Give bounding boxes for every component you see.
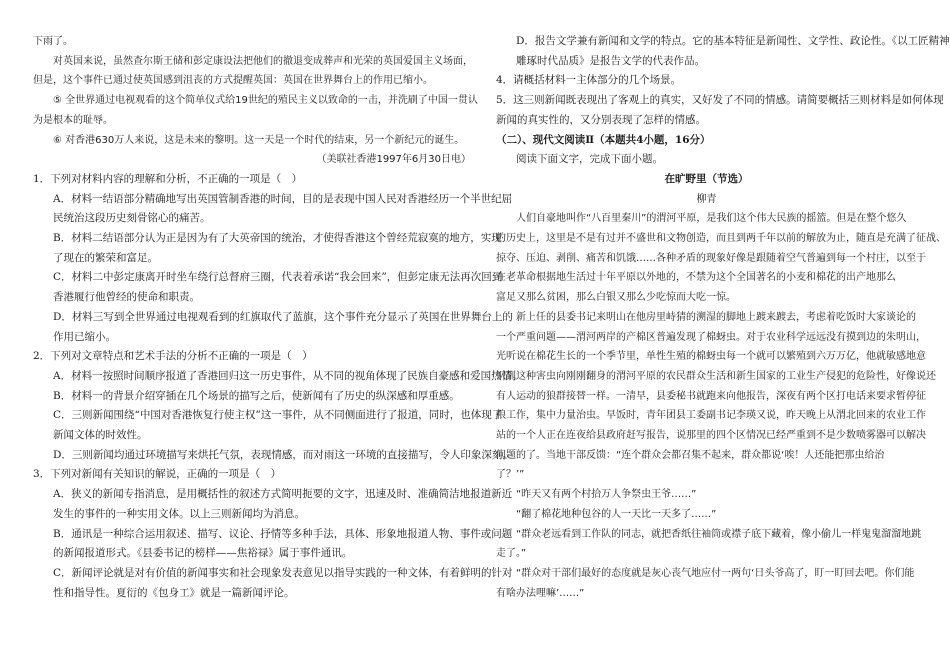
right-column-line: 在旷野里（节选）	[664, 172, 749, 185]
left-column-line: 发生的事件的一种实用文体。以上三则新闻均为消息。	[53, 507, 305, 520]
left-column-line: B．材料一的背景介绍穿插在几个场景的描写之后，使新闻有了历史的纵深感和厚重感。	[53, 389, 460, 402]
right-column-line: 有啥办法哩嘛’……”	[496, 587, 585, 599]
left-column-line: 新闻文体的时效性。	[53, 429, 148, 442]
left-column-line: 对英国来说，虽然查尔斯王储和彭定康设法把他们的撤退变成葬声和光荣的英国爱国主义场面，	[53, 55, 473, 67]
right-column-line: 新闻的真实性的，又分别表现了怎样的情感。	[496, 113, 706, 126]
left-column-line: 下雨了。	[33, 36, 73, 47]
right-column-line: 掠夺、压迫、剥削、痛苦和饥饿……各种矛盾的现象好像是跟随着空气普遍到每一个村庄，以至于	[496, 252, 926, 264]
left-column-line: ⑥ 对香港630万人来说，这是未来的黎明。这一天是一个时代的结束，另一个新纪元的诞生。	[53, 134, 465, 146]
right-column-line: 在老革命根据地生活过十年平原以外地的，不禁为这个全国著名的小麦和棉花的出产地那么	[496, 272, 896, 284]
left-column-line: B．材料二结语部分认为正是因为有了大英帝国的统治，才使得香港这个曾经荒寂寞的地方，实现	[53, 232, 502, 245]
left-column-line: C．三则新闻围绕“中国对香港恢复行使主权”这一事件，从不同侧面进行了报道，同时，也体现了	[53, 409, 503, 422]
right-column-line: D．报告文学兼有新闻和文学的特点。它的基本特征是新闻性、文学性、政论性。《以工匠精神	[516, 35, 950, 47]
left-column-line: 性和指导性。夏衍的《包身工》就是一篇新闻评论。	[53, 586, 295, 599]
left-column-line: C．材料二中彭定康离开时坐车绕行总督府三圈，代表着承诺“我会回来”，但彭定康无法再次回到	[53, 271, 503, 284]
right-column-line: 站的一个人正在连夜给县政府赶写报告，说那里的四个区情况已经严重到不是少数喷雾器可以解决	[496, 430, 926, 442]
right-column-line: 阅读下面文字，完成下面小题。	[516, 153, 663, 166]
right-column-line: 粮工作，集中力量治虫。早饭时，青年团县工委副书记李瑛又说，昨天晚上从渭北回来的农业工作	[496, 410, 926, 422]
left-column-line: 但是，这个事件已通过使英国感到沮丧的方式提醒英国：英国在世界舞台上的作用已缩小。	[33, 75, 433, 87]
right-column-line: 富足又那么贫困，那么白银又那么少吃惊而大吃一惊。	[496, 292, 736, 304]
left-column-line: D．材料三写到全世界通过电视观看到的红旗取代了蓝旗，这个事件充分显示了英国在世界舞台上的	[53, 310, 513, 323]
left-column-line: 2．下列对文章特点和艺术手法的分析不正确的一项是（ ）	[33, 350, 313, 363]
left-column-line: ⑤ 全世界通过电视观看的这个简单仪式给19世纪的殖民主义以致命的一击，并洗刷了中国一贯认	[53, 95, 478, 107]
right-column-line: “群众对干部们最好的态度就是灰心丧气地应付一两句‘日头爷高了，盯一盯回去吧。你们能	[516, 567, 915, 579]
left-column-line: 香港履行他曾经的使命和职责。	[53, 291, 200, 304]
left-column-line: 1．下列对材料内容的理解和分析，不正确的一项是（ ）	[33, 172, 303, 185]
left-column-line: 3．下列对新闻有关知识的解说，正确的一项是（ ）	[33, 468, 282, 481]
left-column-line: A．材料一按照时间顺序报道了香港回归这一历史事件，从不同的视角体现了民族自豪感和爱国热情。	[53, 369, 523, 382]
right-column-line: 5．这三则新闻既表现出了客观上的真实，又好发了不同的情感。请简要概括三则材料是如何体现	[496, 94, 944, 107]
right-column-line: 雕琢时代品质》是报告文学的代表作品。	[516, 54, 705, 67]
left-column-line: B．通讯是一种综合运用叙述、描写、议论、抒情等多种手法，具体、形象地报道人物、事件或问题	[53, 527, 513, 540]
left-column-line: 的新闻报道形式。《县委书记的榜样——焦裕禄》属于事件通讯。	[53, 547, 353, 560]
left-column-line: 民统治这段历史刻骨铭心的痛苦。	[53, 212, 211, 225]
right-column	[496, 32, 950, 603]
left-column-line: D．三则新闻均通过环境描写来烘托气氛，表现情感，而对雨这一环境的直接描写，令人印象深刻。	[53, 448, 513, 461]
right-column-line: 新上任的县委书记来明山在他房里峙猜的溯湿的脚地上踱来踱去，考虑着吃饭时大家谈论的	[516, 311, 916, 323]
right-column-line: 了？’”	[496, 469, 525, 481]
left-column-line: （美联社香港1997年6月30日电）	[316, 154, 471, 166]
right-column-line: 走了。”	[496, 548, 527, 560]
right-column-line: 有人运动的狼群接替一样。一清早，县委秘书就跑来向他报告，深夜有两个区打电话来要求暂停征	[496, 390, 926, 402]
right-column-line: “昨天又有两个村拾万人争祭虫王爷……”	[516, 489, 697, 501]
right-column-line: 一个严重问题——渭河两岸的产棉区普遍发现了棉蚜虫。对于农业科学远远没有摸到边的朱明山，	[496, 331, 926, 343]
left-column-line: 了现在的繁荣和富足。	[53, 251, 158, 264]
right-column-line: 识到这种害虫向刚刚翻身的渭河平原的农民群众生活和新生国家的工业生产侵犯的危险性，好像说还	[496, 370, 936, 382]
left-column-line: C．新闻评论就是对有价值的新闻事实和社会现象发表意见以指导实践的一种文体，有着鲜明的针对	[53, 566, 513, 579]
right-column-line: “群众老远看到工作队的同志，就把香纸往袖筒或襟子底下藏着，像小偷儿一样鬼鬼溜溜地跳	[516, 528, 922, 540]
right-column-line: （二）、现代文阅读Ⅱ（本题共4小题，16分）	[496, 133, 711, 146]
left-column-line: 为是根本的耻辱。	[33, 114, 113, 126]
right-column-line: 的历史上，这里是不是有过并不盛世和文物创造，而且到两千年以前的解放为止，随直是充满了征战、	[496, 233, 946, 245]
right-column-line: 光听说在棉花生长的一个季节里，单性生殖的棉蚜虫每一个就可以繁殖到六万万亿，他就敏感地意	[496, 351, 926, 363]
right-column-line: 4．请概括材料一主体部分的几个场景。	[496, 74, 682, 87]
left-column-line: A．狭义的新闻专指消息，是用概括性的叙述方式简明扼要的文字，迅速及时、准确简洁地报道新近	[53, 488, 513, 501]
right-column-line: 柳青	[696, 193, 717, 205]
left-column-line: A．材料一结语部分精确地写出英国管制香港的时间，目的是表现中国人民对香港经历一个半世纪屈	[53, 192, 513, 205]
right-column-line: “翻了棉花地种包谷的人一天比一天多了……”	[516, 508, 717, 520]
left-column-line: 作用已缩小。	[53, 330, 116, 343]
right-column-line: 人们自豪地叫作“八百里秦川”的渭河平原，是我们这个伟大民族的摇篮。但是在整个悠久	[516, 213, 907, 225]
right-column-line: 问题的了。当地干部反馈：“连个群众会都召集不起来，群众都说‘唉！人还能把那虫给治	[496, 449, 885, 461]
